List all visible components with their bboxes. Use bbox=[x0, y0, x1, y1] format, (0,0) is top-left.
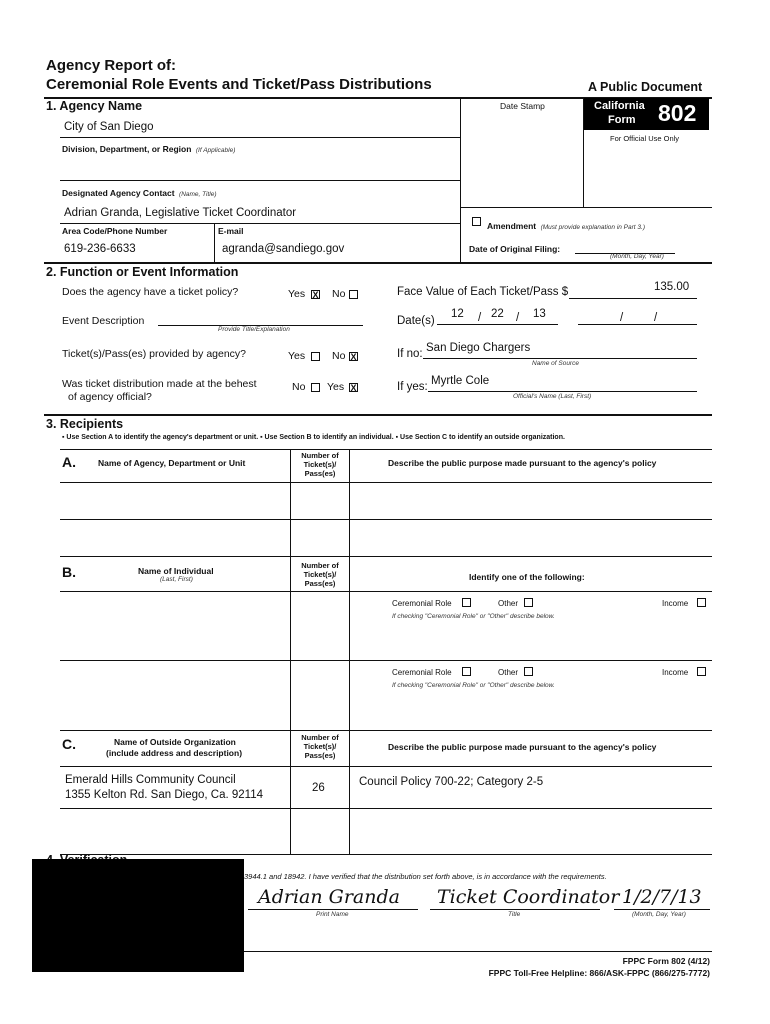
section1-heading: 1. Agency Name bbox=[46, 99, 143, 113]
b1-other-checkbox[interactable] bbox=[524, 598, 533, 607]
behest-no-label: No bbox=[292, 381, 306, 393]
badge-number: 802 bbox=[658, 100, 697, 126]
a-bottom-line bbox=[60, 556, 712, 557]
a-header-line bbox=[60, 482, 712, 483]
c-bottom-line bbox=[60, 854, 712, 855]
source-line bbox=[423, 358, 697, 359]
c-purpose-header: Describe the public purpose made pursuant to the agency's policy bbox=[388, 742, 657, 752]
public-document-label: A Public Document bbox=[588, 80, 703, 94]
amendment-label: Amendment bbox=[487, 221, 537, 231]
if-yes-label: If yes: bbox=[397, 381, 428, 393]
date-line bbox=[614, 909, 710, 910]
b1-other-label: Other bbox=[498, 599, 519, 608]
phone-value: 619-236-6633 bbox=[64, 243, 136, 255]
if-no-label: If no: bbox=[397, 348, 423, 360]
amendment-label-group bbox=[487, 216, 645, 234]
policy-yes-label: Yes bbox=[288, 288, 306, 300]
title-line bbox=[430, 909, 600, 910]
date-stamp-bottom bbox=[460, 207, 712, 208]
date-stamp-label: Date Stamp bbox=[500, 101, 545, 111]
original-filing-label: Date of Original Filing: bbox=[469, 244, 561, 254]
section2-heading: 2. Function or Event Information bbox=[46, 265, 239, 279]
california-form-badge bbox=[584, 98, 709, 130]
division-label-group bbox=[62, 139, 235, 157]
b2-note: If checking "Ceremonial Role" or "Other" describe below. bbox=[392, 682, 555, 689]
event-description-hint: Provide Title/Explanation bbox=[218, 326, 290, 333]
phone-email-divider bbox=[214, 223, 215, 263]
policy-no-label: No bbox=[332, 288, 346, 300]
table-top bbox=[60, 449, 712, 450]
footer-form-id: FPPC Form 802 (4/12) bbox=[622, 956, 710, 966]
b1-ceremonial-label: Ceremonial Role bbox=[392, 599, 452, 608]
org-purpose: Council Policy 700-22; Category 2-5 bbox=[359, 776, 544, 788]
policy-no-checkbox[interactable] bbox=[349, 290, 358, 299]
c-num-tickets-header: Number of Ticket(s)/ Pass(es) bbox=[301, 733, 339, 760]
badge-form: Form bbox=[608, 114, 636, 126]
b-bottom-line bbox=[60, 730, 712, 731]
source-hint: Name of Source bbox=[532, 360, 579, 367]
a-row-1-line bbox=[60, 519, 712, 520]
official-hint: Official's Name (Last, First) bbox=[513, 393, 592, 400]
c-row-1-line bbox=[60, 808, 712, 809]
c-header-line bbox=[60, 766, 712, 767]
provided-no-label: No bbox=[332, 350, 346, 362]
b2-other-checkbox[interactable] bbox=[524, 667, 533, 676]
original-filing-hint: (Month, Day, Year) bbox=[610, 253, 664, 260]
q-ticket-policy: Does the agency have a ticket policy? bbox=[62, 286, 239, 298]
q-behest-1: Was ticket distribution made at the behest bbox=[62, 378, 257, 390]
badge-california: California bbox=[594, 100, 645, 112]
section-c-header-2: (include address and description) bbox=[106, 748, 243, 758]
behest-no-checkbox[interactable] bbox=[311, 383, 320, 392]
signature-date: 1/2/7/13 bbox=[622, 886, 702, 908]
section3-heading: 3. Recipients bbox=[46, 417, 124, 431]
section-b-header: Name of Individual bbox=[138, 566, 214, 576]
b1-income-label: Income bbox=[662, 599, 689, 608]
date-hint: (Month, Day, Year) bbox=[632, 911, 686, 918]
division-line bbox=[60, 180, 460, 181]
b1-note: If checking "Ceremonial Role" or "Other" describe below. bbox=[392, 613, 555, 620]
b1-ceremonial-checkbox[interactable] bbox=[462, 598, 471, 607]
section1-bottom-rule bbox=[44, 262, 712, 264]
section4-bottom-line bbox=[244, 951, 712, 952]
official-use-label: For Official Use Only bbox=[610, 134, 680, 143]
print-name-line bbox=[248, 909, 418, 910]
q-event-description: Event Description bbox=[62, 315, 145, 327]
b2-ceremonial-checkbox[interactable] bbox=[462, 667, 471, 676]
section-b-hint: (Last, First) bbox=[160, 576, 193, 583]
official-value: Myrtle Cole bbox=[431, 375, 490, 387]
org-name: Emerald Hills Community Council bbox=[65, 774, 236, 786]
division-hint: (If Applicable) bbox=[195, 147, 236, 154]
signature-title: Ticket Coordinator bbox=[437, 886, 620, 908]
print-name-hint: Print Name bbox=[316, 911, 349, 918]
contact-hint: (Name, Title) bbox=[179, 191, 217, 198]
a-purpose-header: Describe the public purpose made pursuant to the agency's policy bbox=[388, 458, 657, 468]
agency-name-value: City of San Diego bbox=[64, 121, 154, 133]
q-provided-by-agency: Ticket(s)/Pass(es) provided by agency? bbox=[62, 348, 247, 360]
b-num-tickets-header: Number of Ticket(s)/ Pass(es) bbox=[301, 561, 339, 588]
section-a-header: Name of Agency, Department or Unit bbox=[98, 458, 246, 468]
email-label: E-mail bbox=[218, 226, 244, 236]
redaction-block bbox=[32, 859, 244, 972]
b2-other-label: Other bbox=[498, 668, 519, 677]
email-value: agranda@sandiego.gov bbox=[222, 243, 345, 255]
section-b-letter: B. bbox=[62, 564, 76, 580]
b2-income-checkbox[interactable] bbox=[697, 667, 706, 676]
face-value: 135.00 bbox=[654, 281, 690, 293]
provided-yes-checkbox[interactable] bbox=[311, 352, 320, 361]
b-identify-header: Identify one of the following: bbox=[469, 572, 585, 582]
date-line-1 bbox=[437, 324, 558, 325]
amendment-checkbox[interactable] bbox=[472, 217, 481, 226]
behest-yes-checkbox[interactable]: X bbox=[350, 383, 357, 393]
section-c-header-1: Name of Outside Organization bbox=[114, 737, 236, 747]
phone-label: Area Code/Phone Number bbox=[62, 226, 168, 236]
date-stamp-divider bbox=[460, 97, 461, 262]
org-tickets: 26 bbox=[312, 782, 325, 794]
official-line bbox=[428, 391, 697, 392]
contact-label-group bbox=[62, 183, 217, 201]
section3-instructions: ▪ Use Section A to identify the agency's department or unit. ▪ Use Section B to identify an individual. ▪ Use Section C to identify an outside organization. bbox=[62, 434, 565, 441]
verification-statement: 3944.1 and 18942. I have verified that the distribution set forth above, is in accordance with the requirements. bbox=[244, 872, 607, 881]
behest-yes-label: Yes bbox=[327, 381, 345, 393]
face-value-line bbox=[569, 298, 697, 299]
contact-label: Designated Agency Contact bbox=[62, 188, 175, 198]
section-a-letter: A. bbox=[62, 454, 76, 470]
date-day: 22 bbox=[491, 308, 504, 320]
b2-income-label: Income bbox=[662, 668, 689, 677]
b-row-1-line bbox=[60, 660, 712, 661]
provided-no-checkbox[interactable]: X bbox=[350, 352, 357, 362]
date-line-2 bbox=[578, 324, 697, 325]
policy-yes-checkbox[interactable]: X bbox=[312, 290, 319, 300]
face-value-label: Face Value of Each Ticket/Pass $ bbox=[397, 286, 569, 298]
b1-income-checkbox[interactable] bbox=[697, 598, 706, 607]
date-year: 13 bbox=[533, 308, 546, 320]
table-col-2 bbox=[349, 449, 350, 854]
amendment-hint: (Must provide explanation in Part 3.) bbox=[540, 224, 645, 231]
contact-value: Adrian Granda, Legislative Ticket Coordinator bbox=[64, 207, 297, 219]
org-address: 1355 Kelton Rd. San Diego, Ca. 92114 bbox=[65, 789, 263, 801]
provided-yes-label: Yes bbox=[288, 350, 306, 362]
signature-print-name: Adrian Granda bbox=[258, 886, 400, 908]
dates-label: Date(s) bbox=[397, 315, 435, 327]
form-title-line2: Ceremonial Role Events and Ticket/Pass Distributions bbox=[46, 76, 432, 93]
b2-ceremonial-label: Ceremonial Role bbox=[392, 668, 452, 677]
form-title-line1: Agency Report of: bbox=[46, 57, 177, 74]
source-value: San Diego Chargers bbox=[426, 342, 531, 354]
b-header-line bbox=[60, 591, 712, 592]
a-num-tickets-header: Number of Ticket(s)/ Pass(es) bbox=[301, 451, 339, 478]
agency-name-line bbox=[60, 137, 460, 138]
section-c-letter: C. bbox=[62, 736, 76, 752]
table-col-1 bbox=[290, 449, 291, 854]
q-behest-2: of agency official? bbox=[68, 391, 152, 403]
footer-helpline: FPPC Toll-Free Helpline: 866/ASK-FPPC (866/275-7772) bbox=[488, 968, 710, 978]
division-label: Division, Department, or Region bbox=[62, 144, 192, 154]
title-hint: Title bbox=[508, 911, 521, 918]
date-month: 12 bbox=[451, 308, 464, 320]
contact-line bbox=[60, 223, 460, 224]
section2-bottom-rule bbox=[44, 414, 712, 416]
